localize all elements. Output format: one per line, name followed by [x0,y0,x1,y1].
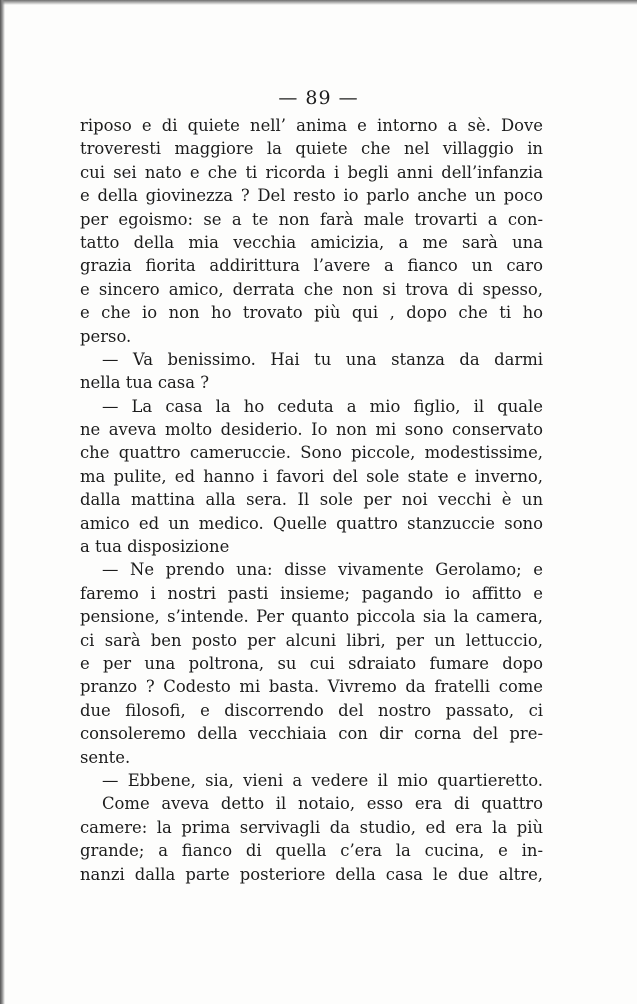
text-line: pranzo ? Codesto mi basta. Vivremo da fratelli come [80,677,543,697]
text-line: e per una poltrona, su cui sdraiato fumare dopo [80,653,543,673]
text-line: nanzi dalla parte posteriore della casa le due altre, [80,864,543,884]
text-line: — Ebbene, sia, vieni a vedere il mio quartieretto. [102,770,543,790]
text-line: Come aveva detto il notaio, esso era di quattro [102,794,543,814]
text-line: perso. [80,326,132,346]
text-line: — Va benissimo. Hai tu una stanza da darmi [102,349,543,369]
text-line: due filosofi, e discorrendo del nostro passato, ci [80,700,543,720]
text-line: — La casa la ho ceduta a mio figlio, il quale [102,396,543,416]
text-line: riposo e di quiete nell’ anima e intorno a sè. Dove [80,116,543,135]
text-line: camere: la prima servivagli da studio, ed era la più [80,817,543,837]
text-line: e della giovinezza ? Del resto io parlo anche un poco [80,186,543,206]
text-line: e sincero amico, derrata che non si trova di spesso, [80,279,543,299]
body-text [80,114,543,886]
text-line: nella tua casa ? [80,373,209,393]
text-line: grande; a fianco di quella c’era la cucina, e in- [80,841,543,861]
page-number: — 89 — [278,87,359,109]
text-line: consoleremo della vecchiaia con dir corna del pre- [80,724,543,744]
text-line: che quattro cameruccie. Sono piccole, modestissime, [80,443,543,463]
text-line: dalla mattina alla sera. Il sole per noi vecchi è un [80,490,543,510]
text-line: tatto della mia vecchia amicizia, a me sarà una [80,232,543,252]
text-line: per egoismo: se a te non farà male trovarti a con- [80,209,543,229]
text-line: pensione, s’intende. Per quanto piccola sia la camera, [80,607,543,627]
text-line: sente. [80,747,131,767]
text-line: amico ed un medico. Quelle quattro stanzuccie sono [80,513,543,533]
text-line: cui sei nato e che ti ricorda i begli anni dell’infanzia [80,162,543,182]
text-line: — Ne prendo una: disse vivamente Gerolamo; e [102,560,543,580]
text-line: troveresti maggiore la quiete che nel villaggio in [80,139,543,159]
text-line: grazia fiorita addirittura l’avere a fianco un caro [80,256,543,276]
page-top-shadow [0,0,637,5]
text-line: e che io non ho trovato più qui , dopo che ti ho [80,303,543,323]
page-binding-edge [0,0,5,1004]
text-line: ma pulite, ed hanno i favori del sole state e inverno, [80,466,543,486]
text-line: ci sarà ben posto per alcuni libri, per un lettuccio, [80,630,543,650]
text-line: ne aveva molto desiderio. Io non mi sono conservato [80,420,543,440]
text-line: faremo i nostri pasti insieme; pagando io affitto e [80,583,543,603]
text-line: a tua disposizione [80,537,230,557]
